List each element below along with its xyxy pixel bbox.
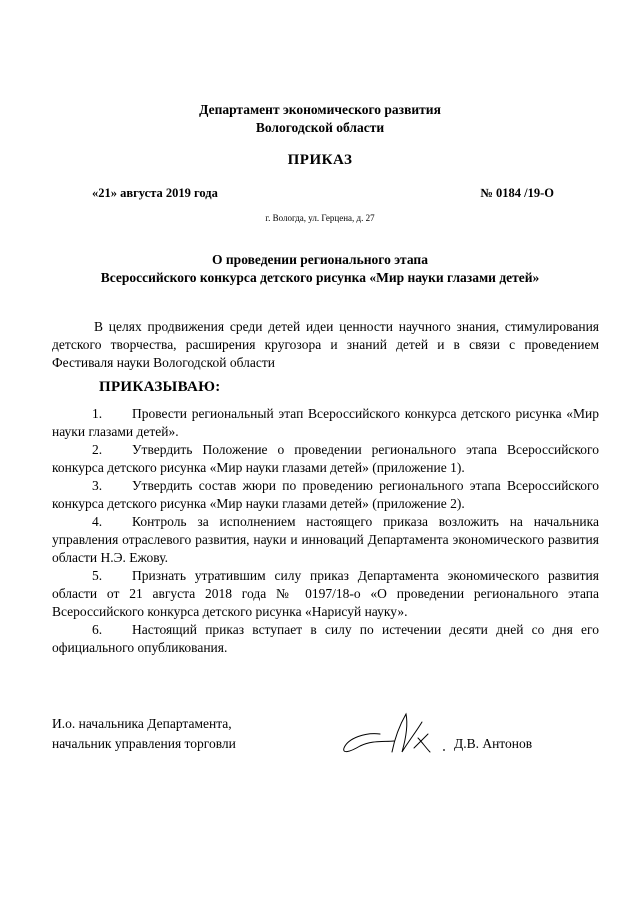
item-text: Контроль за исполнением настоящего приказа возложить на начальника управления отраслевого развития, науки и инноваций Департамента экономического развития области Н.Э. Ежову. — [52, 514, 599, 565]
order-item — [52, 477, 599, 513]
intro-paragraph: В целях продвижения среди детей идеи ценности научного знания, стимулирования детского творчества, расширения кругозора и знаний детей и в связи с проведением Фестиваля науки Вологодской области — [52, 319, 599, 370]
item-text: Провести региональный этап Всероссийского конкурса детского рисунка «Мир науки глазами детей». — [52, 406, 599, 439]
order-date: «21» августа 2019 года — [92, 186, 218, 200]
item-number: 3. — [92, 478, 103, 493]
subject-line-2: Всероссийского конкурса детского рисунка «Мир науки глазами детей» — [100, 270, 540, 285]
position-line-2: начальник управления торговли — [52, 736, 236, 751]
order-item — [52, 567, 599, 621]
item-text: Утвердить состав жюри по проведению регионального этапа Всероссийского конкурса детского рисунка «Мир науки глазами детей» (приложение 2). — [52, 478, 599, 511]
item-number: 6. — [92, 622, 103, 637]
order-items — [52, 405, 599, 657]
item-text: Утвердить Положение о проведении регионального этапа Всероссийского конкурса детского рисунка «Мир науки глазами детей» (приложение 1). — [52, 442, 599, 475]
item-number: 4. — [92, 514, 103, 529]
handwritten-signature — [336, 708, 448, 760]
department-header — [0, 101, 640, 137]
item-number: 5. — [92, 568, 103, 583]
order-item — [52, 513, 599, 567]
order-subject — [0, 251, 640, 287]
order-item — [52, 621, 599, 657]
item-text: Признать утратившим силу приказ Департамента экономического развития области от 21 августа 2018 года № 0197/18-о «О проведении регионального этапа Всероссийского конкурса детского рисунка «Нарисуй науку». — [52, 568, 599, 619]
order-number: № 0184 /19-О — [480, 186, 554, 200]
department-name: Департамент экономического развития — [199, 102, 441, 117]
signatory-name: Д.В. Антонов — [454, 736, 533, 751]
order-item — [52, 441, 599, 477]
item-number: 1. — [92, 406, 103, 421]
subject-line-1: О проведении регионального этапа — [212, 252, 428, 267]
item-text: Настоящий приказ вступает в силу по истечении десяти дней со дня его официального опубликования. — [52, 622, 599, 655]
document-type: ПРИКАЗ — [287, 152, 353, 168]
signatory-position — [52, 714, 236, 754]
item-number: 2. — [92, 442, 103, 457]
order-item — [52, 405, 599, 441]
position-line-1: И.о. начальника Департамента, — [52, 716, 232, 731]
order-word: ПРИКАЗЫВАЮ: — [99, 379, 221, 395]
order-place: г. Вологда, ул. Герцена, д. 27 — [265, 213, 375, 223]
department-region: Вологодской области — [255, 120, 385, 135]
